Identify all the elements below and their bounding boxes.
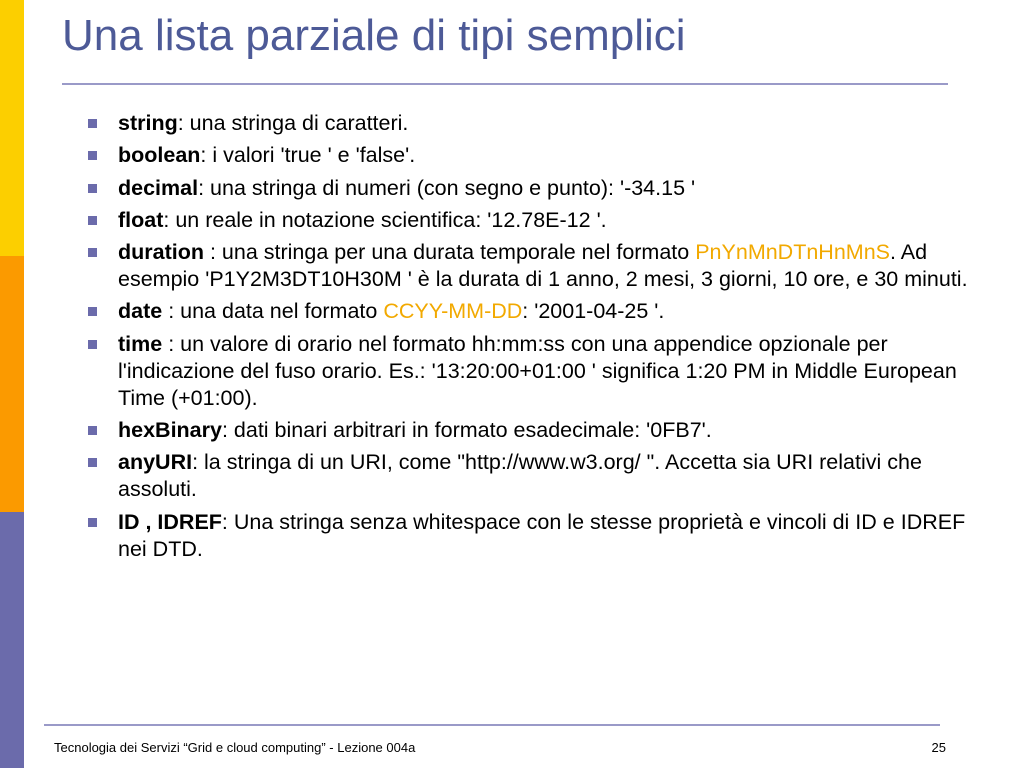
square-bullet-icon	[88, 340, 97, 349]
item-term: string	[118, 111, 178, 135]
footer-divider	[44, 724, 940, 726]
square-bullet-icon	[88, 426, 97, 435]
item-text: : una stringa di numeri (con segno e punto): '-34.15 '	[198, 175, 696, 200]
item-term: decimal	[118, 175, 199, 200]
square-bullet-icon	[88, 151, 97, 160]
accent-strip-bottom	[0, 512, 24, 768]
square-bullet-icon	[88, 248, 97, 257]
accent-strip-top	[0, 0, 24, 256]
list-item-anyuri	[88, 449, 978, 503]
format-highlight: PnYnMnDTnHnMnS	[695, 240, 890, 265]
footer-course-title: Tecnologia dei Servizi “Grid e cloud computing” - Lezione 004a	[54, 740, 416, 755]
format-highlight: CCYY-MM-DD	[383, 299, 523, 324]
item-term: hexBinary	[118, 418, 222, 443]
list-item-time	[88, 331, 978, 412]
item-text: : i valori 'true ' e 'false'.	[200, 143, 416, 168]
item-text: : dati binari arbitrari in formato esadecimale: '0FB7'.	[221, 418, 712, 443]
item-term: time	[118, 331, 163, 356]
item-term: ID , IDREF	[118, 509, 222, 534]
page-number: 25	[931, 740, 946, 755]
list-item-duration	[88, 239, 978, 293]
item-term: anyURI	[118, 450, 193, 475]
item-text: : un valore di orario nel formato hh:mm:ss con una appendice opzionale per l'indicazione del fuso orario. Es.: '13:20:00+01:00 ' significa 1:20 PM in Middle European Time (+01:00).	[118, 331, 957, 410]
square-bullet-icon	[88, 458, 97, 467]
square-bullet-icon	[88, 307, 97, 316]
bullet-list	[88, 110, 978, 568]
item-term: date	[118, 299, 163, 324]
list-item-boolean	[88, 142, 978, 169]
title-divider	[62, 83, 948, 85]
item-text: : Una stringa senza whitespace con le stesse proprietà e vincoli di ID e IDREF nei DTD.	[118, 509, 966, 561]
slide-title: Una lista parziale di tipi semplici	[62, 11, 686, 60]
square-bullet-icon	[88, 518, 97, 527]
list-item-hexbinary	[88, 417, 978, 444]
item-text-before: : una data nel formato	[162, 299, 384, 324]
list-item-float	[88, 207, 978, 234]
square-bullet-icon	[88, 184, 97, 193]
item-term: float	[118, 207, 164, 232]
item-text: : la stringa di un URI, come "http://www.w3.org/ ". Accetta sia URI relativi che assoluti.	[118, 450, 922, 502]
item-text-after: . Ad esempio 'P1Y2M3DT10H30M ' è la durata di 1 anno, 2 mesi, 3 giorni, 10 ore, e 30 minuti.	[118, 240, 968, 292]
accent-strip-middle	[0, 256, 24, 512]
list-item-id-idref	[88, 509, 978, 563]
item-text-before: : una stringa per una durata temporale nel formato	[204, 240, 696, 265]
item-term: boolean	[118, 143, 201, 168]
list-item-decimal	[88, 175, 978, 202]
item-text: : una stringa di caratteri.	[177, 111, 409, 135]
square-bullet-icon	[88, 216, 97, 225]
item-term: duration	[118, 240, 204, 265]
list-item-date	[88, 298, 978, 325]
list-item-string	[88, 110, 978, 137]
item-text-after: : '2001-04-25 '.	[522, 299, 665, 324]
item-text: : un reale in notazione scientifica: '12.78E-12 '.	[163, 207, 607, 232]
square-bullet-icon	[88, 119, 97, 128]
